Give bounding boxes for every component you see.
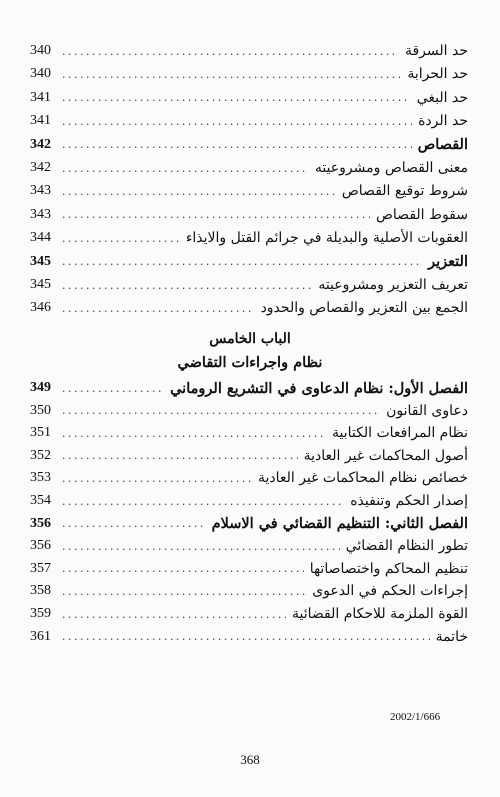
toc-page-number: 344 <box>30 230 51 246</box>
toc-entry-title: شروط توقيع القصاص <box>341 183 468 200</box>
toc-entry <box>30 251 468 273</box>
toc-entry-title: القصاص <box>417 136 468 154</box>
toc-leader-dots <box>62 91 411 104</box>
toc-entry <box>30 227 468 249</box>
toc-page-number: 341 <box>30 113 51 129</box>
toc-leader-dots <box>62 449 298 462</box>
toc-entry-title: الجمع بين التعزير والقصاص والحدود <box>260 300 468 317</box>
toc-leader-dots <box>62 255 422 268</box>
toc-entry-title: التعزير <box>428 253 468 271</box>
toc-page-number: 345 <box>30 253 51 269</box>
toc-entry-title: إصدار الحكم وتنفيذه <box>350 493 468 509</box>
toc-page-number: 346 <box>30 300 51 316</box>
toc-entry-title: حد السرقة <box>404 43 468 59</box>
toc-entry <box>30 400 468 422</box>
toc-entry <box>30 377 468 399</box>
toc-entry <box>30 603 468 625</box>
toc-leader-dots <box>62 162 309 175</box>
toc-entry <box>30 422 468 444</box>
toc-entry-title: معنى القصاص ومشروعيته <box>314 160 468 176</box>
toc-entry <box>30 445 468 467</box>
toc-leader-dots <box>62 68 401 81</box>
toc-leader-dots <box>62 540 340 553</box>
toc-page-number: 359 <box>30 606 51 621</box>
toc-page-number: 349 <box>30 380 51 395</box>
toc-entry <box>30 87 468 109</box>
toc-entry <box>30 63 468 85</box>
toc-entry <box>30 513 468 535</box>
toc-entry <box>30 157 468 179</box>
toc-page-number: 340 <box>30 43 51 58</box>
toc-entry <box>30 490 468 512</box>
toc-leader-dots <box>62 630 430 643</box>
part-heading: الباب الخامس <box>209 331 291 347</box>
toc-page-number: 345 <box>30 277 51 292</box>
toc-leader-dots <box>62 495 344 508</box>
toc-leader-dots <box>62 517 206 530</box>
toc-entry <box>30 110 468 132</box>
toc-leader-dots <box>62 302 255 315</box>
toc-entry <box>30 40 468 62</box>
toc-entry-title: الفصل الأول: نظام الدعاوى في التشريع الروماني <box>170 379 468 397</box>
toc-entry-title: القوة الملزمة للاحكام القضائية <box>292 606 468 622</box>
toc-entry <box>30 558 468 580</box>
toc-entry-title: خاتمة <box>435 628 468 645</box>
toc-entry-title: أصول المحاكمات غير العادية <box>303 447 468 464</box>
toc-entry-title: حد الحرابة <box>407 66 468 83</box>
toc-page-number: 342 <box>30 136 51 152</box>
toc-entry <box>30 134 468 156</box>
toc-entry-title: العقوبات الأصلية والبديلة في جرائم القتل والايذاء <box>185 230 468 247</box>
page-number: 368 <box>240 752 260 767</box>
toc-page-number: 361 <box>30 628 51 644</box>
toc-leader-dots <box>62 208 370 221</box>
toc-entry <box>30 467 468 489</box>
toc-entry <box>30 535 468 557</box>
toc-leader-dots <box>62 232 180 245</box>
toc-entry <box>30 204 468 226</box>
toc-entry-title: سقوط القصاص <box>375 206 468 223</box>
toc-entry <box>30 274 468 296</box>
toc-page-number: 341 <box>30 89 51 105</box>
toc-entry-title: تنظيم المحاكم واختصاصاتها <box>309 560 468 577</box>
toc-page-number: 342 <box>30 160 51 175</box>
toc-leader-dots <box>62 185 336 198</box>
toc-entry-title: حد البغي <box>416 89 468 106</box>
toc-leader-dots <box>62 279 312 292</box>
toc-page-number: 356 <box>30 538 51 554</box>
toc-page-number: 352 <box>30 447 51 463</box>
toc-entry-title: إجراءات الحكم في الدعوى <box>312 583 468 600</box>
toc-entry-title: حد الردة <box>418 113 468 130</box>
toc-leader-dots <box>62 472 252 485</box>
toc-page-number: 343 <box>30 206 51 222</box>
toc-entry-title: خصائص نظام المحاكمات غير العادية <box>257 470 468 487</box>
toc-page-number: 350 <box>30 402 51 418</box>
toc-leader-dots <box>62 45 399 58</box>
toc-leader-dots <box>62 404 380 417</box>
toc-page-number: 358 <box>30 583 51 599</box>
toc-leader-dots <box>62 382 164 395</box>
toc-entry-title: تطور النظام القضائي <box>345 538 468 555</box>
toc-entry <box>30 297 468 319</box>
toc-page-number: 343 <box>30 183 51 199</box>
footer-reference: 2002/1/666 <box>390 711 441 723</box>
toc-entry-title: الفصل الثاني: التنظيم القضائي في الاسلام <box>211 515 468 533</box>
part-subheading: نظام واجراءات التقاضي <box>177 354 323 371</box>
toc-leader-dots <box>62 138 412 151</box>
toc-leader-dots <box>62 115 412 128</box>
toc-entry <box>30 180 468 202</box>
toc-page-number: 357 <box>30 560 51 576</box>
toc-entry-title: نظام المرافعات الكتابية <box>332 425 468 442</box>
toc-entry <box>30 626 468 648</box>
toc-leader-dots <box>62 585 306 598</box>
toc-page-number: 354 <box>30 493 51 508</box>
toc-page-number: 351 <box>30 425 51 441</box>
toc-page-number: 340 <box>30 66 51 82</box>
toc-leader-dots <box>62 427 326 440</box>
toc-entry-title: تعريف التعزير ومشروعيته <box>318 277 468 293</box>
toc-page-number: 353 <box>30 470 51 486</box>
toc-page-number: 356 <box>30 515 51 531</box>
toc-entry <box>30 580 468 602</box>
toc-entry-title: دعاوى القانون <box>386 402 468 419</box>
toc-leader-dots <box>62 562 304 575</box>
toc-leader-dots <box>62 608 286 621</box>
